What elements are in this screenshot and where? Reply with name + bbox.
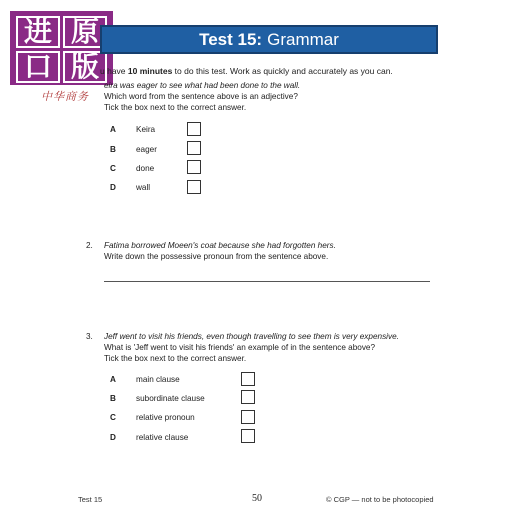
option-letter: D xyxy=(110,182,116,192)
q1-option-b-checkbox[interactable] xyxy=(187,141,201,155)
option-text: relative clause xyxy=(136,432,189,442)
q1-option-a-checkbox[interactable] xyxy=(187,122,201,136)
stamp-characters xyxy=(16,15,107,83)
page-number: 50 xyxy=(252,493,262,504)
intro-pre: u have xyxy=(100,66,126,76)
option-letter: A xyxy=(110,374,116,384)
stamp-char: 口 xyxy=(16,51,60,83)
q1-question: Which word from the sentence above is an adjective? xyxy=(104,92,298,101)
option-text: main clause xyxy=(136,374,180,384)
q2-answer-line[interactable] xyxy=(104,281,430,282)
option-text: eager xyxy=(136,144,157,154)
question-2 xyxy=(104,240,336,262)
q1-option-c-checkbox[interactable] xyxy=(187,160,201,174)
stamp-char: 进 xyxy=(16,16,60,48)
option-text: subordinate clause xyxy=(136,393,205,403)
footer-copyright: © CGP — not to be photocopied xyxy=(326,495,434,504)
intro-text xyxy=(100,66,393,76)
q1-option-d-checkbox[interactable] xyxy=(187,180,201,194)
option-letter: C xyxy=(110,412,116,422)
q3-option-a-checkbox[interactable] xyxy=(241,372,255,386)
option-letter: C xyxy=(110,163,116,173)
option-text: relative pronoun xyxy=(136,412,195,422)
q3-option-d-checkbox[interactable] xyxy=(241,429,255,443)
q3-sentence: Jeff went to visit his friends, even though travelling to see them is very expensive. xyxy=(104,332,399,341)
q3-option-b-checkbox[interactable] xyxy=(241,390,255,404)
option-text: done xyxy=(136,163,155,173)
q1-sentence: eira was eager to see what had been done to the wall. xyxy=(104,81,301,90)
publisher-logo-text: 中华商务 xyxy=(41,90,89,103)
option-letter: A xyxy=(110,124,116,134)
q1-instruction: Tick the box next to the correct answer. xyxy=(104,103,247,112)
intro-post: to do this test. Work as quickly and accurately as you can. xyxy=(172,66,393,76)
q1-option-b xyxy=(110,142,157,156)
q3-instruction: Tick the box next to the correct answer. xyxy=(104,354,247,363)
q3-option-c-checkbox[interactable] xyxy=(241,410,255,424)
q1-option-a xyxy=(110,122,187,136)
q2-number: 2. xyxy=(86,241,93,250)
q3-number: 3. xyxy=(86,332,93,341)
option-letter: D xyxy=(110,432,116,442)
option-text: wall xyxy=(136,182,151,192)
q2-sentence: Fatima borrowed Moeen's coat because she had forgotten hers. xyxy=(104,241,336,250)
q1-option-c xyxy=(110,161,154,175)
stamp-char: 原 xyxy=(63,16,107,48)
question-3 xyxy=(104,331,399,364)
option-text: Keira xyxy=(136,124,156,134)
test-subject: Grammar xyxy=(267,29,339,49)
option-letter: B xyxy=(110,144,116,154)
q1-option-d xyxy=(110,180,150,194)
footer-test-label: Test 15 xyxy=(78,495,103,504)
option-letter: B xyxy=(110,393,116,403)
q2-question: Write down the possessive pronoun from the sentence above. xyxy=(104,252,329,261)
stamp-char: 版 xyxy=(63,51,107,83)
q3-option-b xyxy=(110,391,205,405)
question-1 xyxy=(104,80,300,113)
q3-option-c xyxy=(110,410,195,424)
q3-question: What is 'Jeff went to visit his friends' an example of in the sentence above? xyxy=(104,343,376,352)
intro-time: 10 minutes xyxy=(127,66,173,76)
test-title-banner xyxy=(100,25,438,54)
q3-option-a xyxy=(110,372,180,386)
q3-option-d xyxy=(110,430,188,444)
test-number: Test 15: xyxy=(199,29,263,49)
